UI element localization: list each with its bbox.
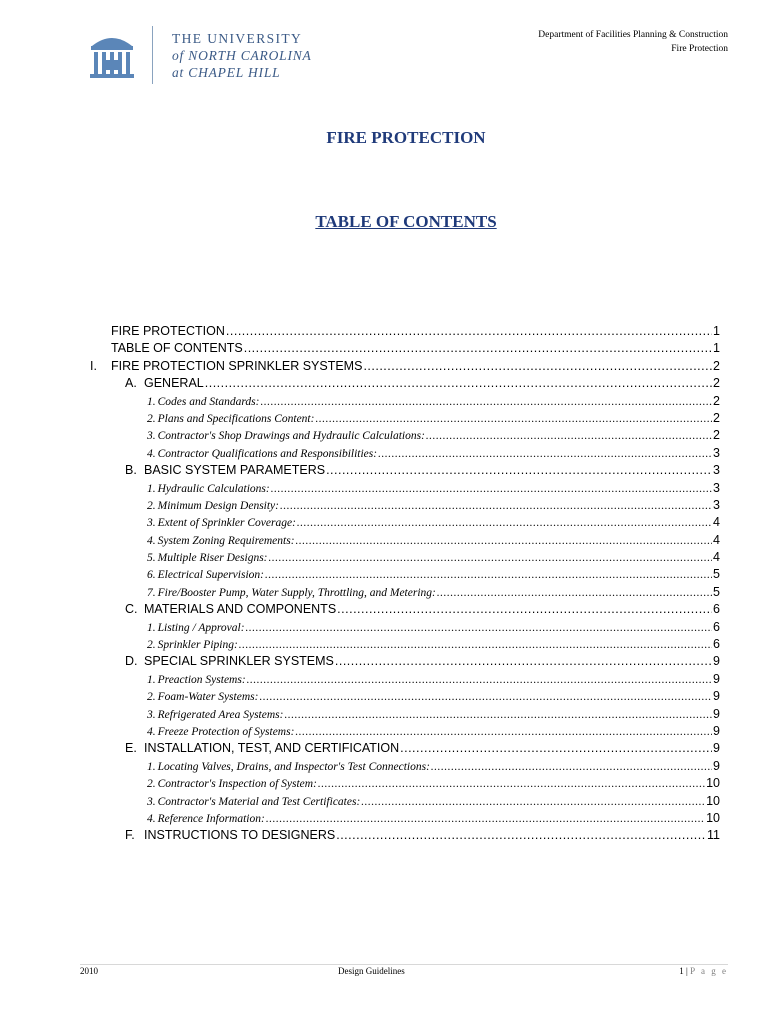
toc-entry-number: 3. (147, 708, 156, 721)
toc-entry-label (147, 515, 296, 532)
page-footer (80, 966, 728, 980)
toc-entry-text: GENERAL (144, 376, 204, 391)
toc-entry-text: Electrical Supervision: (157, 569, 264, 582)
toc-entry-number: B. (125, 463, 137, 478)
toc-entry-label (125, 601, 336, 618)
toc-entry-text: Hydraulic Calculations: (157, 482, 270, 495)
toc-entry[interactable] (90, 601, 720, 618)
toc-leader-dots (296, 533, 713, 550)
toc-entry-number: 1. (147, 482, 156, 495)
toc-page-number: 3 (713, 480, 720, 495)
toc-leader-dots (265, 567, 712, 584)
toc-entry-number: E. (125, 741, 137, 756)
toc-entry-text: Fire/Booster Pump, Water Supply, Throttling, and Metering: (157, 586, 436, 599)
toc-entry[interactable] (90, 480, 720, 497)
toc-page-number: 2 (713, 376, 720, 391)
toc-leader-dots (315, 411, 712, 428)
toc-entry[interactable] (90, 375, 720, 392)
toc-entry-number: 1. (147, 673, 156, 686)
toc-page-number: 9 (713, 741, 720, 756)
toc-entry-text: INSTALLATION, TEST, AND CERTIFICATION (144, 741, 400, 756)
toc-page-number: 6 (713, 602, 720, 617)
toc-entry-number: 5. (147, 552, 156, 565)
toc-leader-dots (336, 827, 706, 844)
footer-year: 2010 (80, 966, 98, 976)
toc-entry-text: Sprinkler Piping: (157, 639, 238, 652)
toc-entry-text: FIRE PROTECTION (111, 324, 225, 338)
section-name: Fire Protection (671, 44, 728, 54)
toc-leader-dots (271, 481, 712, 498)
toc-entry-label (147, 794, 360, 811)
toc-page-number: 9 (713, 758, 720, 773)
toc-entry-label (125, 740, 399, 757)
toc-entry-number: 7. (147, 586, 156, 599)
toc-entry[interactable] (90, 775, 720, 792)
toc-entry[interactable] (90, 584, 720, 601)
department-name: Department of Facilities Planning & Construction (538, 30, 728, 40)
page-label: P a g e (690, 966, 728, 976)
toc-leader-dots (284, 707, 712, 724)
toc-page-number: 10 (706, 793, 720, 808)
toc-page-number: 3 (713, 463, 720, 478)
document-title: FIRE PROTECTION (326, 128, 486, 147)
toc-entry-label (147, 428, 425, 445)
toc-leader-dots (337, 601, 712, 618)
toc-page-number: 5 (713, 584, 720, 599)
toc-entry-text: Codes and Standards: (157, 395, 260, 408)
toc-page-number: 3 (713, 497, 720, 512)
toc-leader-dots (363, 358, 712, 375)
footer-title: Design Guidelines (338, 966, 405, 976)
toc-page-number: 5 (713, 567, 720, 582)
toc-entry-text: SPECIAL SPRINKLER SYSTEMS (144, 654, 334, 669)
toc-entry-label (147, 446, 377, 463)
toc-entry-label (147, 394, 259, 411)
toc-leader-dots (326, 462, 712, 479)
toc-entry-number: I. (90, 358, 97, 373)
footer-page (679, 966, 728, 976)
toc-entry-label (125, 375, 204, 392)
toc-page-number: 11 (707, 828, 720, 843)
toc-page-number: 4 (713, 532, 720, 547)
toc-page-number: 2 (713, 428, 720, 443)
toc-leader-dots (247, 672, 712, 689)
toc-entry-number: A. (125, 376, 137, 391)
toc-entry-text: Locating Valves, Drains, and Inspector's Test Connections: (157, 760, 430, 773)
logo-wordmark (172, 30, 312, 81)
toc-entry-text: Minimum Design Density: (157, 499, 279, 512)
table-of-contents (90, 323, 720, 845)
toc-page-number: 2 (713, 410, 720, 425)
toc-heading: TABLE OF CONTENTS (315, 212, 497, 231)
toc-entry-number: D. (125, 654, 138, 669)
toc-entry-number: 3. (147, 795, 156, 808)
toc-entry-text: Freeze Protection of Systems: (157, 725, 295, 738)
toc-entry[interactable] (90, 445, 720, 462)
toc-entry[interactable] (90, 793, 720, 810)
toc-entry-text: System Zoning Requirements: (157, 534, 295, 547)
toc-page-number: 6 (713, 619, 720, 634)
toc-page-number: 1 (713, 341, 720, 356)
toc-entry-number: 1. (147, 621, 156, 634)
toc-entry-number: 4. (147, 725, 156, 738)
toc-entry-text: Refrigerated Area Systems: (157, 708, 284, 721)
toc-leader-dots (260, 394, 712, 411)
toc-entry-label (147, 481, 270, 498)
toc-leader-dots (280, 498, 712, 515)
toc-entry[interactable] (90, 810, 720, 827)
toc-leader-dots (259, 689, 712, 706)
toc-entry-number: F. (125, 828, 135, 843)
toc-entry-label (147, 672, 246, 689)
toc-entry[interactable] (90, 566, 720, 583)
toc-leader-dots (431, 759, 712, 776)
toc-entry-text: Contractor's Material and Test Certificates: (157, 795, 361, 808)
toc-entry[interactable] (90, 549, 720, 566)
toc-entry-label (147, 724, 294, 741)
department-header (538, 28, 728, 56)
page-separator: | (686, 966, 688, 976)
toc-entry-number: 3. (147, 517, 156, 530)
toc-entry-number: 2. (147, 639, 156, 652)
toc-entry[interactable] (90, 323, 720, 340)
toc-entry[interactable] (90, 671, 720, 688)
toc-entry-label (90, 358, 362, 375)
toc-entry[interactable] (90, 358, 720, 375)
toc-entry-label (147, 411, 314, 428)
toc-page-number: 9 (713, 706, 720, 721)
toc-page-number: 4 (713, 515, 720, 530)
toc-entry[interactable] (90, 410, 720, 427)
toc-leader-dots (378, 446, 712, 463)
toc-entry-number: 3. (147, 430, 156, 443)
toc-entry[interactable] (90, 497, 720, 514)
toc-entry-number: 2. (147, 499, 156, 512)
toc-entry-text: INSTRUCTIONS TO DESIGNERS (144, 828, 336, 843)
toc-page-number: 10 (706, 776, 720, 791)
toc-entry[interactable] (90, 758, 720, 775)
toc-entry[interactable] (90, 427, 720, 444)
toc-entry-number: 2. (147, 412, 156, 425)
toc-leader-dots (437, 585, 712, 602)
toc-entry[interactable] (90, 740, 720, 757)
toc-entry-label (147, 637, 238, 654)
toc-entry-number: C. (125, 602, 138, 617)
toc-page-number: 10 (706, 810, 720, 825)
toc-leader-dots (239, 637, 712, 654)
toc-entry[interactable] (90, 393, 720, 410)
toc-entry[interactable] (90, 619, 720, 636)
toc-entry-text: Contractor's Inspection of System: (157, 778, 317, 791)
toc-entry[interactable] (90, 636, 720, 653)
toc-entry-text: Foam-Water Systems: (157, 691, 259, 704)
toc-entry-text: Reference Information: (157, 812, 265, 825)
toc-page-number: 3 (713, 445, 720, 460)
toc-leader-dots (400, 740, 712, 757)
toc-leader-dots (426, 428, 712, 445)
toc-entry-number: 6. (147, 569, 156, 582)
toc-entry-text: BASIC SYSTEM PARAMETERS (144, 463, 326, 478)
toc-page-number: 1 (713, 324, 720, 338)
toc-entry-label (147, 550, 268, 567)
toc-leader-dots (318, 776, 705, 793)
footer-divider (80, 964, 728, 965)
toc-leader-dots (205, 375, 712, 392)
toc-entry-label (90, 323, 225, 340)
logo-line-2: of NORTH CAROLINA (172, 48, 312, 63)
toc-leader-dots (226, 323, 712, 340)
toc-entry-number: 1. (147, 395, 156, 408)
page-number: 1 (679, 966, 684, 976)
toc-entry-text: Preaction Systems: (157, 673, 246, 686)
toc-entry-label (125, 462, 325, 479)
toc-entry[interactable] (90, 688, 720, 705)
toc-entry-number: 2. (147, 778, 156, 791)
toc-entry[interactable] (90, 827, 720, 844)
toc-leader-dots (295, 724, 712, 741)
toc-entry[interactable] (90, 340, 720, 357)
toc-entry-label (147, 689, 258, 706)
toc-page-number: 6 (713, 637, 720, 652)
toc-entry[interactable] (90, 532, 720, 549)
toc-page-number: 9 (713, 671, 720, 686)
logo-divider (152, 26, 153, 84)
toc-entry[interactable] (90, 723, 720, 740)
toc-entry-label (147, 567, 264, 584)
toc-leader-dots (266, 811, 705, 828)
toc-entry-number: 4. (147, 534, 156, 547)
toc-entry-number: 2. (147, 691, 156, 704)
toc-entry[interactable] (90, 514, 720, 531)
logo-line-1: THE UNIVERSITY (172, 31, 303, 46)
toc-entry-label (125, 827, 335, 844)
toc-entry-number: 4. (147, 447, 156, 460)
toc-entry-label (147, 620, 245, 637)
toc-entry-label (147, 498, 279, 515)
toc-entry-label (147, 585, 436, 602)
toc-entry-number: 1. (147, 760, 156, 773)
toc-entry-label (147, 811, 265, 828)
old-well-icon (88, 30, 136, 82)
toc-entry-text: FIRE PROTECTION SPRINKLER SYSTEMS (111, 358, 363, 373)
toc-leader-dots (335, 653, 712, 670)
toc-entry[interactable] (90, 653, 720, 670)
toc-leader-dots (297, 515, 712, 532)
toc-entry-label (90, 340, 243, 357)
toc-page-number: 9 (713, 723, 720, 738)
toc-leader-dots (361, 794, 705, 811)
toc-entry[interactable] (90, 706, 720, 723)
toc-entry-text: Contractor's Shop Drawings and Hydraulic Calculations: (157, 430, 425, 443)
toc-leader-dots (246, 620, 713, 637)
toc-entry-text: Contractor Qualifications and Responsibilities: (157, 447, 378, 460)
university-logo (88, 26, 338, 88)
toc-entry-text: Extent of Sprinkler Coverage: (157, 517, 296, 530)
toc-page-number: 4 (713, 550, 720, 565)
toc-page-number: 9 (713, 689, 720, 704)
toc-entry-label (147, 759, 430, 776)
toc-leader-dots (269, 550, 713, 567)
toc-page-number: 9 (713, 654, 720, 669)
logo-line-3: at CHAPEL HILL (172, 65, 281, 80)
toc-entry-text: Multiple Riser Designs: (157, 552, 268, 565)
toc-entry-label (147, 707, 283, 724)
toc-page-number: 2 (713, 358, 720, 373)
toc-entry-label (147, 776, 317, 793)
toc-entry-text: MATERIALS AND COMPONENTS (144, 602, 337, 617)
toc-entry-label (125, 653, 334, 670)
toc-entry-text: Listing / Approval: (157, 621, 245, 634)
toc-entry-label (147, 533, 295, 550)
toc-leader-dots (244, 340, 712, 357)
toc-entry[interactable] (90, 462, 720, 479)
toc-entry-number: 4. (147, 812, 156, 825)
toc-entry-text: TABLE OF CONTENTS (111, 341, 243, 356)
toc-entry-text: Plans and Specifications Content: (157, 412, 315, 425)
toc-page-number: 2 (713, 393, 720, 408)
